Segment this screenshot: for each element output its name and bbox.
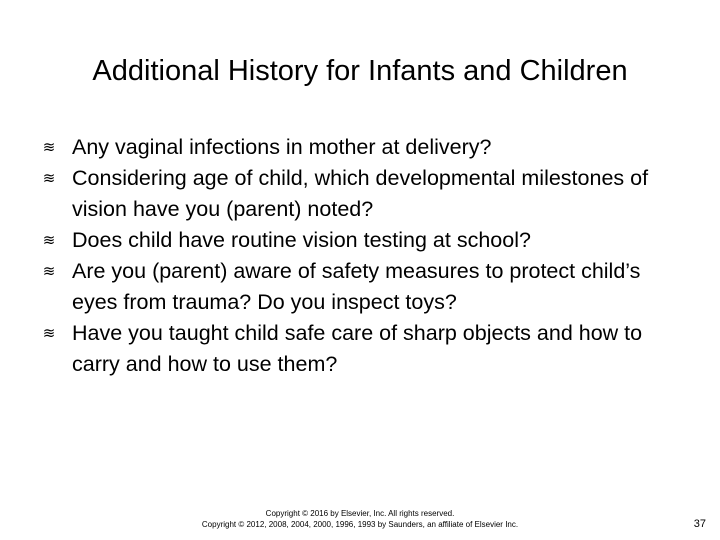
list-item-text: Are you (parent) aware of safety measures to protect child’s eyes from trauma? Do you inspect toys? <box>72 259 641 314</box>
bullet-list <box>26 132 698 380</box>
bullet-marker-icon: ≋ <box>42 231 56 249</box>
copyright-footer <box>0 508 720 530</box>
bullet-marker-icon: ≋ <box>42 169 56 187</box>
list-item <box>26 225 698 256</box>
copyright-line-2: Copyright © 2012, 2008, 2004, 2000, 1996, 1993 by Saunders, an affiliate of Elsevier Inc. <box>201 520 519 529</box>
list-item-text: Does child have routine vision testing at school? <box>72 228 531 252</box>
bullet-marker-icon: ≋ <box>42 262 56 280</box>
list-item <box>26 256 698 318</box>
list-item-text: Any vaginal infections in mother at delivery? <box>72 135 492 159</box>
copyright-line-1: Copyright © 2016 by Elsevier, Inc. All rights reserved. <box>265 509 455 518</box>
bullet-marker-icon: ≋ <box>42 138 56 156</box>
page-number: 37 <box>693 518 706 530</box>
list-item-text: Have you taught child safe care of sharp objects and how to carry and how to use them? <box>72 321 643 376</box>
page-title: Additional History for Infants and Children <box>92 55 628 88</box>
list-item <box>26 163 698 225</box>
list-item <box>26 132 698 163</box>
bullet-marker-icon: ≋ <box>42 324 56 342</box>
list-item <box>26 318 698 380</box>
list-item-text: Considering age of child, which developmental milestones of vision have you (parent) noted? <box>72 166 649 221</box>
